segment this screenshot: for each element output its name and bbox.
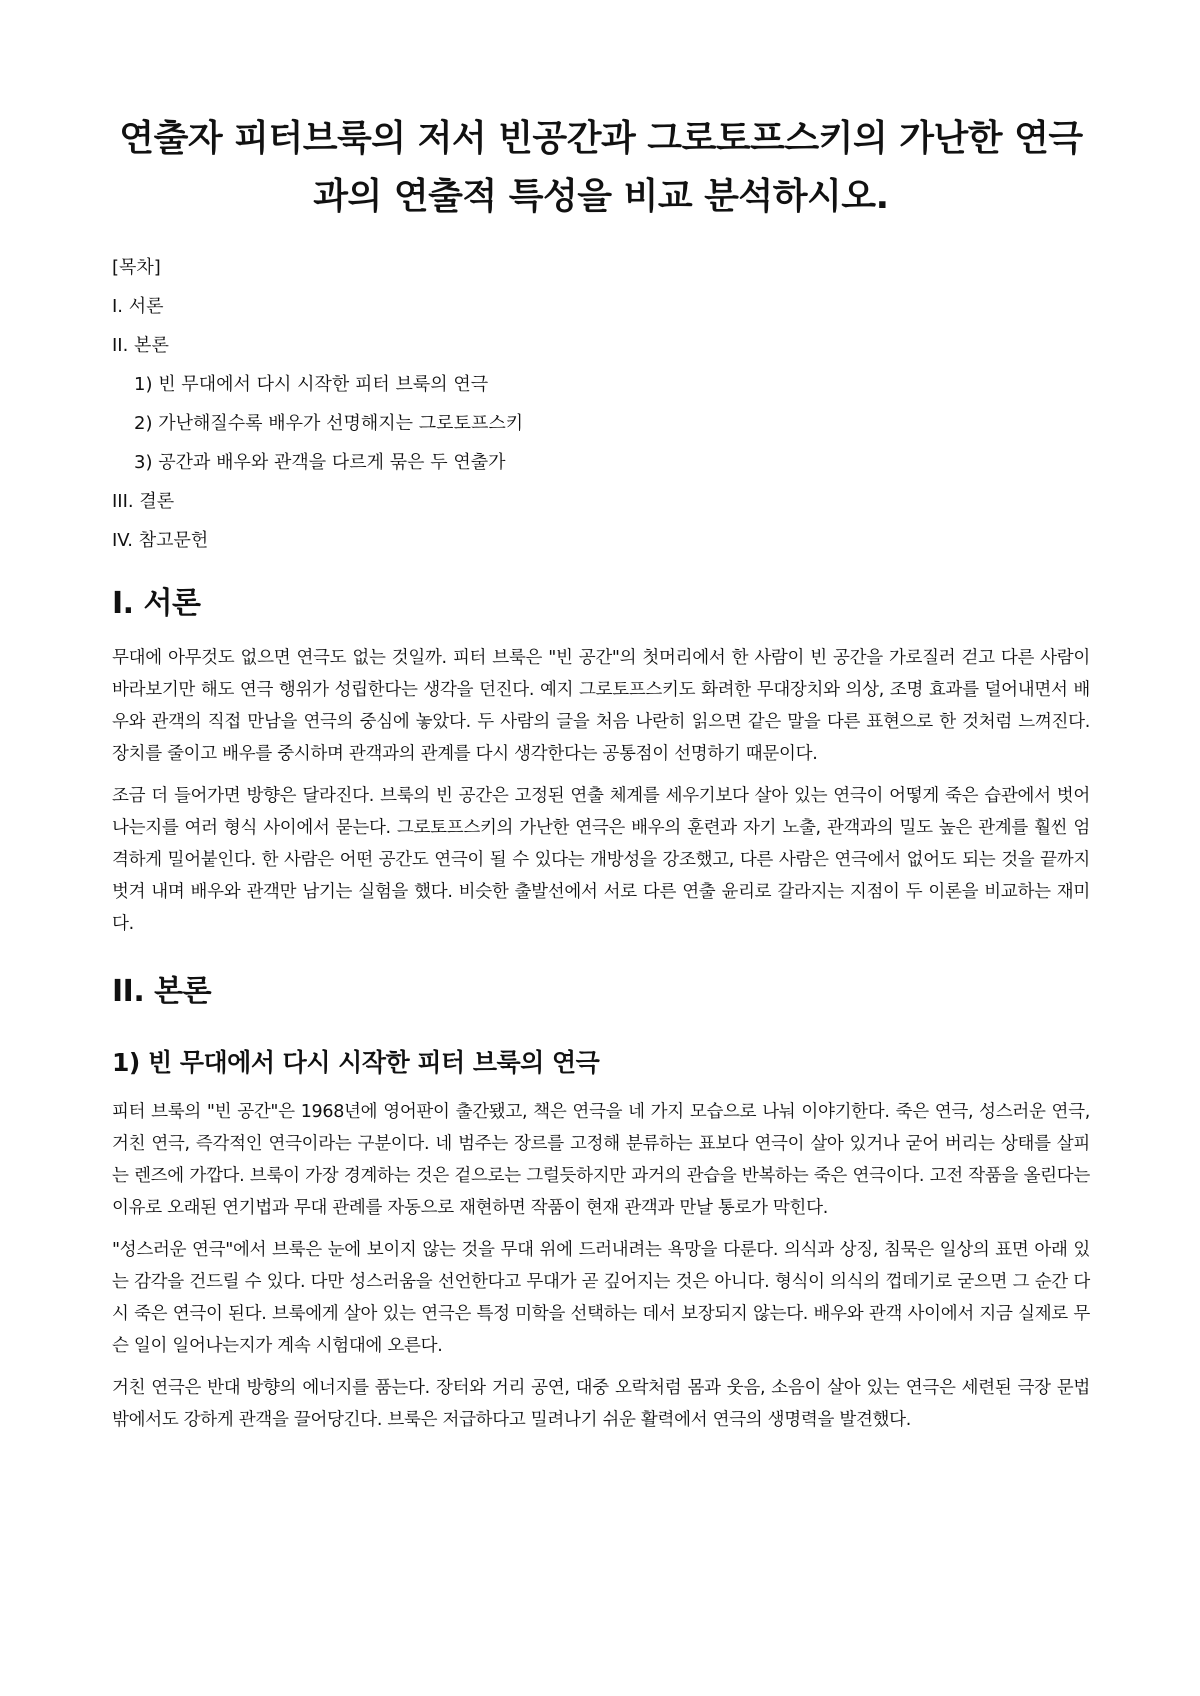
body-1-paragraph-2: "성스러운 연극"에서 브룩은 눈에 보이지 않는 것을 무대 위에 드러내려는 욕망을 다룬다. 의식과 상징, 침묵은 일상의 표면 아래 있는 감각을 건드릴 수 있다. 다만 성스러움을 선언한다고 무대가 곧 깊어지는 것은 아니다. 형식이 의식의 껍데기로 굳으면 그 순간 다시 죽은 연극이 된다. 브룩에게 살아 있는 연극은 특정 미학을 선택하는 데서 보장되지 않는다. 배우와 관객 사이에서 지금 실제로 무슨 일이 일어나는지가 계속 시험대에 오른다. bbox=[112, 1240, 1090, 1356]
toc-item-references: IV. 참고문헌 bbox=[112, 530, 209, 551]
body-1-paragraph-3: 거친 연극은 반대 방향의 에너지를 품는다. 장터와 거리 공연, 대중 오락처럼 몸과 웃음, 소음이 살아 있는 연극은 세련된 극장 문법 밖에서도 강하게 관객을 끌어당긴다. 브룩은 저급하다고 밀려나기 쉬운 활력에서 연극의 생명력을 발견했다. bbox=[112, 1378, 1090, 1430]
body-1-paragraph-1: 피터 브룩의 "빈 공간"은 1968년에 영어판이 출간됐고, 책은 연극을 네 가지 모습으로 나눠 이야기한다. 죽은 연극, 성스러운 연극, 거친 연극, 즉각적인 연극이라는 구분이다. 네 범주는 장르를 고정해 분류하는 표보다 연극이 살아 있거나 굳어 버리는 상태를 살피는 렌즈에 가깝다. 브룩이 가장 경계하는 것은 겉으로는 그럴듯하지만 과거의 관습을 반복하는 죽은 연극이다. 고전 작품을 올린다는 이유로 오래된 연기법과 무대 관례를 자동으로 재현하면 작품이 현재 관객과 만날 통로가 막힌다. bbox=[112, 1102, 1090, 1218]
toc-item-intro: I. 서론 bbox=[112, 296, 164, 317]
toc-item-body-1: 1) 빈 무대에서 다시 시작한 피터 브룩의 연극 bbox=[134, 374, 489, 395]
document-title: 연출자 피터브룩의 저서 빈공간과 그로토프스키의 가난한 연극과의 연출적 특성을 비교 분석하시오. bbox=[119, 118, 1083, 217]
toc-item-body: II. 본론 bbox=[112, 335, 169, 356]
intro-paragraph-2: 조금 더 들어가면 방향은 달라진다. 브룩의 빈 공간은 고정된 연출 체계를 세우기보다 살아 있는 연극이 어떻게 죽은 습관에서 벗어나는지를 여러 형식 사이에서 묻는다. 그로토프스키의 가난한 연극은 배우의 훈련과 자기 노출, 관객과의 밀도 높은 관계를 훨씬 엄격하게 밀어붙인다. 한 사람은 어떤 공간도 연극이 될 수 있다는 개방성을 강조했고, 다른 사람은 연극에서 없어도 되는 것을 끝까지 벗겨 내며 배우와 관객만 남기는 실험을 했다. 비슷한 출발선에서 서로 다른 연출 윤리로 갈라지는 지점이 두 이론을 비교하는 재미다. bbox=[112, 786, 1090, 934]
toc-item-conclusion: III. 결론 bbox=[112, 491, 175, 512]
toc-item-body-3: 3) 공간과 배우와 관객을 다르게 묶은 두 연출가 bbox=[134, 452, 506, 473]
intro-section bbox=[112, 584, 1090, 940]
body-section bbox=[112, 972, 1090, 1436]
intro-heading: I. 서론 bbox=[112, 586, 201, 621]
intro-paragraph-1: 무대에 아무것도 없으면 연극도 없는 것일까. 피터 브룩은 "빈 공간"의 첫머리에서 한 사람이 빈 공간을 가로질러 걷고 다른 사람이 바라보기만 해도 연극 행위가 성립한다는 생각을 던진다. 예지 그로토프스키도 화려한 무대장치와 의상, 조명 효과를 덜어내면서 배우와 관객의 직접 만남을 연극의 중심에 놓았다. 두 사람의 글을 처음 나란히 읽으면 같은 말을 다른 표현으로 한 것처럼 느껴진다. 장치를 줄이고 배우를 중시하며 관객과의 관계를 다시 생각한다는 공통점이 선명하기 때문이다. bbox=[112, 648, 1090, 764]
toc-item-body-2: 2) 가난해질수록 배우가 선명해지는 그로토프스키 bbox=[134, 413, 524, 434]
toc-heading: [목차] bbox=[112, 257, 161, 278]
body-heading: II. 본론 bbox=[112, 974, 212, 1009]
table-of-contents bbox=[112, 256, 1090, 552]
body-subheading-1: 1) 빈 무대에서 다시 시작한 피터 브룩의 연극 bbox=[112, 1048, 600, 1077]
